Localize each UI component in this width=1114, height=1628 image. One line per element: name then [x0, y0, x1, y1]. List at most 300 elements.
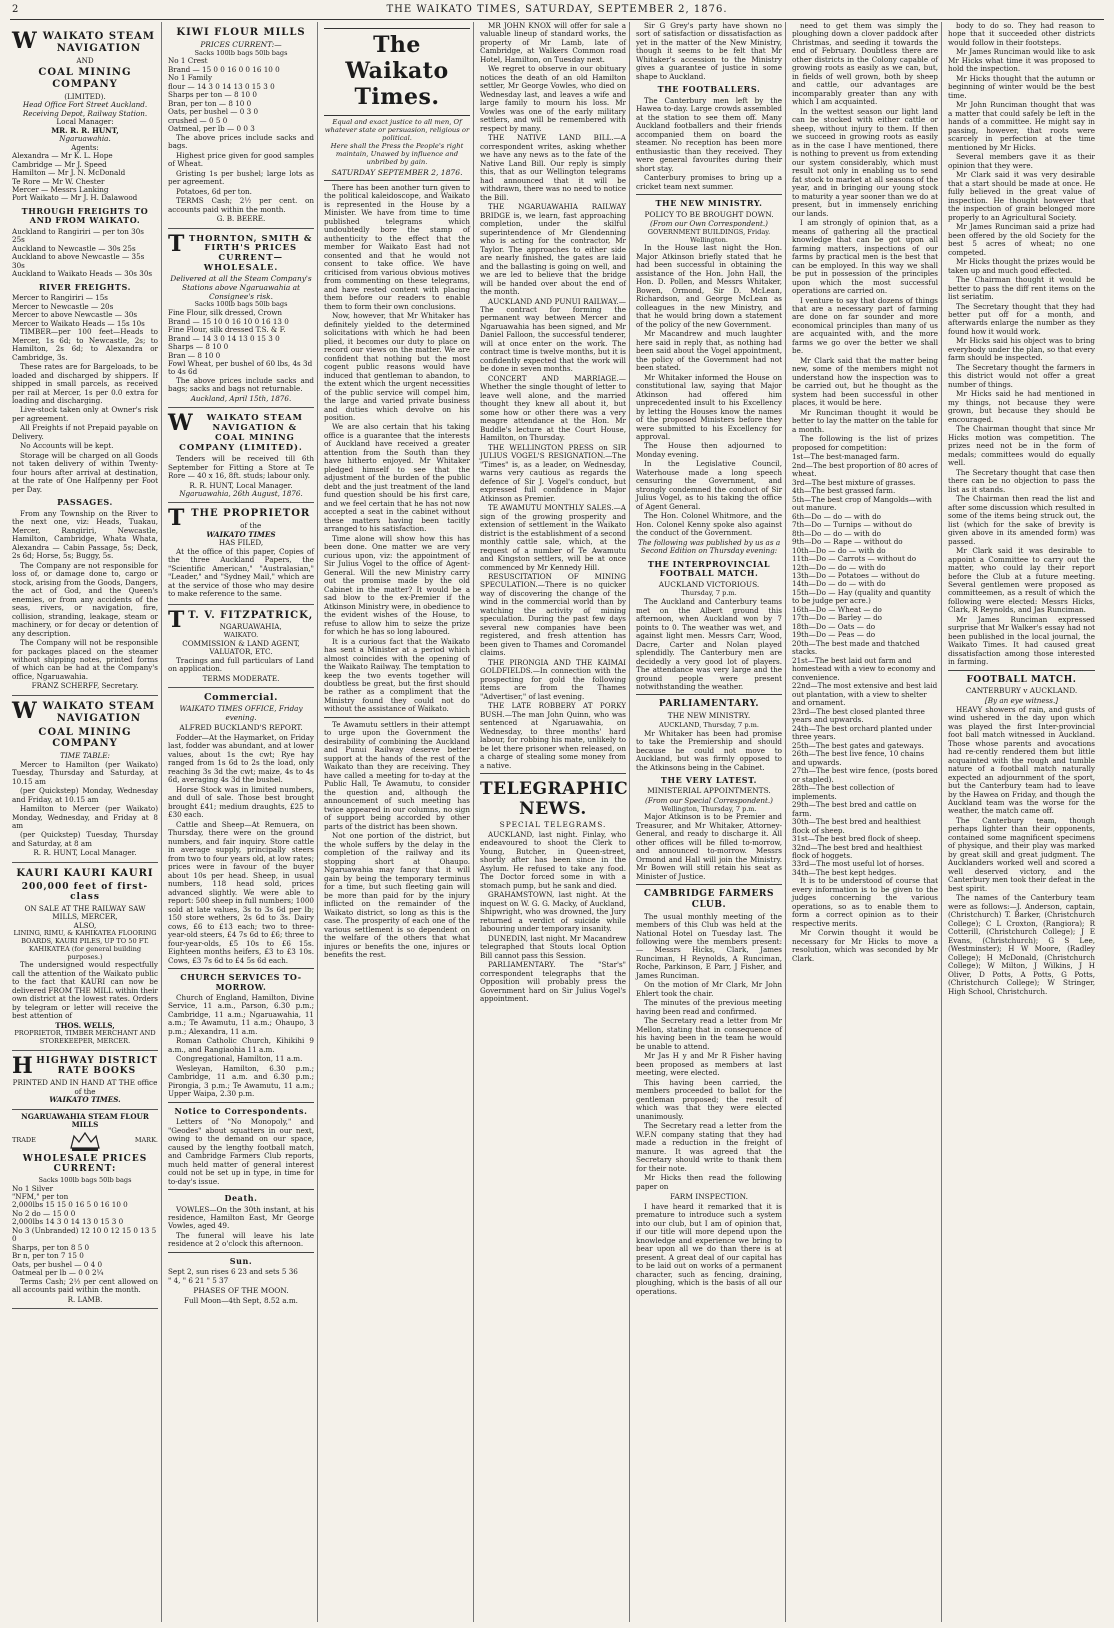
discussion-paragraph: Mr John Runciman thought that was a matter that could safely be left in the hands of a committee. He might say in passing, however, that roots were scarcely in perfection at the time mentioned by Mr Hicks. — [948, 100, 1095, 152]
mill-title: NGARUAWAHIA STEAM FLOUR MILLS — [21, 1111, 149, 1130]
ministry-paragraph: Mr Macandrew and much laughter here said in reply that, as nothing had been said about the Vogel appointment, the policy of the Government had not been stated. — [636, 329, 782, 373]
agent-line: Mercer — Messrs Lanking — [12, 185, 109, 194]
news-paragraph: MR JOHN KNOX will offer for sale a valuable lineup of standard works, the property of Mr Lamb, late of Cambridge, at Walkers Common road Hotel, Hamilton, on Tuesday next. — [480, 22, 626, 64]
steam-title: WAIKATO STEAM NAVIGATION — [42, 31, 155, 54]
wholesale-line: 2,000lbs 14 3 0 14 13 0 15 3 0 — [12, 1217, 124, 1227]
crop-row: 29th—The best bred and cattle on farm. — [792, 800, 917, 818]
buckland-title: ALFRED BUCKLAND'S REPORT. — [179, 723, 303, 733]
thornton-note: The above prices include sacks and bags; sacks and bags not returnable. — [168, 375, 314, 394]
crop-row: 19th—Do — Peas — do — [792, 630, 876, 640]
freight-line: Auckland to Newcastle — 30s 25s — [12, 243, 136, 253]
mark-label: MARK. — [134, 1135, 158, 1144]
crop-row: 13th—Do — Potatoes — without do — [792, 571, 920, 580]
thornton-line: Brand — 14 3 0 14 13 0 15 3 0 — [168, 333, 280, 343]
wholesale-title: WHOLESALE PRICES CURRENT: — [22, 1153, 148, 1175]
cfc-paragraph: Mr Hicks then read the following paper on — [636, 1173, 782, 1191]
wsn-date: Ngaruawahia, 26th August, 1876. — [179, 488, 303, 498]
crop-row: 27th—The best wire fence, (posts bored or stapled). — [792, 766, 938, 784]
after-paragraph: Mr Corwin thought it would be necessary for Mr Hicks to move a resolution, which was seconded by Mr Clark. — [792, 928, 938, 963]
commercial-dateline: WAIKATO TIMES OFFICE, Friday evening. — [179, 704, 303, 722]
parl-text: Mr Whitaker has been had promise to take the Premiership and should because he could not move to Auckland, but was firmly opposed to the Atkinsons being in the Cabinet. — [636, 728, 782, 772]
telegram-paragraph: GRAHAMSTOWN, last night. At the inquest on W. G. G. Macky, of Auckland, Shipwright, who was drowned, the Jury returned a verdict of suicide while labouring under temporary insanity. — [480, 890, 626, 934]
kiwi-line: Bran, per ton — 8 10 0 — [168, 98, 252, 108]
flour-mill-ad — [12, 1110, 158, 1310]
column-1 — [10, 22, 162, 1622]
proprietor-title: THE PROPRIETOR — [191, 508, 311, 520]
news-paragraph: THE LATE ROBBERY AT PORKY BUSH.—The man John Quinn, who was sentenced at Ngaruawahia, on Wednesday, to three months' hard labour, for robbing his mate, unlikely to be let there prisoner when released, on a charge of stealing some money from a native. — [480, 701, 626, 770]
ministry-paragraph: The Hon. Colonel Whitmore, and the Hon. Colonel Kenny spoke also against the conduct of the Government. — [636, 511, 782, 538]
thornton-line: Sharps — 8 10 0 — [168, 342, 229, 352]
kauri-sale: ON SALE AT THE RAILWAY SAW MILLS, MERCER, — [24, 903, 146, 922]
crop-row: 12th—Do — do — with do — [792, 562, 886, 572]
editorial-paragraph: It is a curious fact that the Waikato has sent a Minister at a period which almost coincides with the opening of the Waikato Railway. The temptation to keep the two events together will doubtless be great, but the first should be rather as a compliment that the Ministry found they could not do without the assistance of Waikato. — [324, 636, 470, 714]
running-head-title: THE WAIKATO TIMES, SATURDAY, SEPTEMBER 2, 1876. — [386, 4, 728, 15]
kiwi-sign: G. B. BEERE. — [216, 214, 266, 224]
thornton-ad — [168, 229, 314, 409]
moon-title: PHASES OF THE MOON. — [193, 1286, 289, 1296]
special-telegrams-title: SPECIAL TELEGRAMS. — [499, 820, 607, 830]
tt-line: Mercer to Hamilton (per Waikato) Tuesday, Thursday and Saturday, at 10.15 am — [12, 759, 158, 786]
mill-sign: R. LAMB. — [67, 1294, 103, 1304]
telegram-paragraph: AUCKLAND, last night. Finlay, who endeavoured to shoot the Clerk to Young, Butcher, in Queen-street, shortly after has been since in the Asylum. He refused to take any food. The Doctor forced some in with a stomach pump, but he sank and died. — [480, 829, 626, 890]
proprietor-text: At the office of this paper, Copies of the three Auckland Papers, the "Scientific American," "Australasian," "Leader," and "Sydney Mail," which are at the service of those who may desire to make reference to the same. — [168, 546, 314, 599]
crop-row: 7th—Do — Turnips — without do — [792, 520, 912, 530]
steam2-title: WAIKATO STEAM NAVIGATION — [42, 700, 155, 724]
ministry-paragraph: In the House last night the Hon. Major Atkinson briefly stated that he had been successful in obtaining the assistance of the Hon. John Hall, the Hon. D. Pollen, and Messrs Whitaker, Bowen, Ormond, Sir D. McLean, Richardson, and George McLean as colleagues in the new Ministry, and that he would bring down a statement of the policy of the new Government. — [636, 243, 782, 329]
footballers-text: The Canterbury men left by the Hawea to-day. Large crowds assembled at the station to see them off. Many Auckland footballers and their friends accompanied them on board the steamer. No reception has been more enthusiastic than they received. They were general favourites during their short stay. — [636, 95, 782, 173]
crop-row: 23rd—The best closed planted three years and upwards. — [792, 706, 925, 725]
highway-title: HIGHWAY DISTRICT RATE BOOKS — [36, 1055, 158, 1077]
football-corr: [By an eye witness.] — [984, 696, 1059, 706]
trademark-row — [12, 1130, 158, 1152]
latest-title: THE VERY LATEST. — [660, 775, 758, 786]
divider — [948, 670, 1095, 671]
dropcap: T — [168, 505, 186, 532]
fitz-place-2: WAIKATO. — [223, 630, 259, 639]
ministry-paragraph: In the Legislative Council, Waterhouse made a long speech censuring the Government, and strongly condemned the conduct of Sir Julius Vogel, as to his taking the office of Agent General. — [636, 459, 782, 511]
timetable-ad — [12, 696, 158, 863]
kiwi-note-2: Highest price given for good samples of Wheat. — [168, 150, 314, 169]
no-accounts-note: No Accounts will be kept. — [20, 441, 114, 451]
editorial-paragraph: Time alone will show how this has been done. One matter we are very curious upon, viz: the appointment of Sir Julius Vogel to the office of Agent-General. Will the new Ministry carry out the promise made by the old Cabinet in the matter? It would be a sad blow to the ex-Premier if the Atkinson Ministry were, in obedience to the evident wishes of the House, to refuse to allow him to seize the prize for which he has so long laboured. — [324, 533, 470, 637]
divider — [636, 884, 782, 885]
column-5 — [634, 22, 786, 1622]
oats-line: Oats, per bushel — 0 4 0 — [12, 1259, 103, 1269]
proprietor-paper: WAIKATO TIMES — [206, 529, 276, 539]
farm-paragraph: need to get them was simply the ploughing down a clover paddock after Christmas, and seeding it towards the end of February. Doubtless there are other districts in the Colony capable of growing roots as easily as we can, but, in fields of well grown, both by sheep and cattle, our advantages are incomparably greater than any with which I am acquainted. — [792, 22, 938, 107]
football-paragraph: The names of the Canterbury team were as follows:—J. Anderson, captain, (Christchurch) T. Barker, (Christchurch College); C L Croxton, (Rangiora); R Cotterill, (Christchurch College); J E Evans, (Christchurch); G S Lee, (Westminster); H W Moore, (Radley College); H McDonald, (Christchurch College); W Milton, J Wilkins, J H Oliver, D Potts, A Potts, G Potts, (Christchurch College); W Stringer, High School, Christchurch. — [948, 893, 1095, 996]
passages-text: From any Township on the River to the next one, viz: Heads, Tuakau, Mercer, Rangiriri, Newcastle, Hamilton, Cambridge, Whata Whata, Alexandra — Cabin Passage, 5s; Deck, 2s 6d; Horse, 5s; Buggy, 5s. — [12, 508, 158, 561]
sun-title: Sun. — [229, 1255, 253, 1266]
discussion-paragraph: The Chairman thought it would be better to pass the diff rent items on the list seriatim. — [948, 275, 1095, 302]
divider — [168, 1102, 314, 1103]
farm-paragraph: I am strongly of opinion that, as a means of gathering all the practical knowledge that can be got upon all farming matters, inspections of our farms by practical men is the best that can be employed. In this way we shall be put in possession of the principles upon which the most successful operations are carried on. — [792, 218, 938, 296]
prize-intro: The following is the list of prizes proposed for competition: — [792, 434, 938, 452]
agent-line: Cambridge — Mr J. Speed — [12, 159, 107, 169]
discussion-paragraph: The Secretary thought that case then there can be no objection to pass the list as it stands. — [948, 467, 1095, 494]
column-7 — [946, 22, 1098, 1622]
telegram-paragraph: PARLIAMENTARY. The "Star's" correspondent telegraphs that the Opposition will probably press the Government hard on Sir Julius Vogel's appointment. — [480, 960, 626, 1004]
kiwi-line: No 1 Crest — [168, 56, 208, 66]
telegraphic-news-title: TELEGRAPHIC NEWS. — [480, 779, 629, 820]
page-number: 2 — [12, 4, 20, 15]
steam-nav-ad — [12, 22, 158, 696]
kiwi-line: Sharps per ton — 8 10 0 — [168, 90, 257, 100]
passages-title: PASSAGES. — [57, 497, 113, 508]
cfc-paragraph: The Secretary read a letter from the W.F.N company stating that they had made a reduction in the freight of manure. It was agreed that the Secretary should write to thank them for their note. — [636, 1121, 782, 1173]
cfc-paragraph: The usual monthly meeting of the members of this Club was held at the National Hotel on Tuesday last. The following were the members present: — Messrs Hicks, Clark, James Runciman, H Reynolds, A Runciman, Roche, Parkinson, E Parr, J Fisher, and James Runciman. — [636, 911, 782, 980]
divider — [324, 717, 470, 718]
editorial-paragraph: Now, however, that Mr Whitaker has definitely yielded to the determined solicitations with which he had been plied, it becomes our duty to place on record our views on the matter. We are confident that nothing but the most cogent public reasons would have induced that gentleman to abandon, to the extent which the urgent necessities of the public service will compel him, the large and varied private business and duties which devolve on his position. — [324, 311, 470, 422]
kauri-ad — [12, 863, 158, 1051]
fitz-text: Tracings and full particulars of Land on application. — [168, 655, 314, 674]
crop-row: 28th—The best collection of implements. — [792, 783, 895, 801]
auckland-dateline: Thursday, 7 p.m. — [681, 589, 737, 598]
news-paragraph: We regret to observe in our obituary notices the death of an old Hamilton settler, Mr George Vowles, who died on Wednesday last, and leaves a wife and large family to mourn his loss. Mr Vowles was one of the early military settlers, and will be remembered with respect by many. — [480, 64, 626, 133]
auckland-paragraph: The Auckland and Canterbury teams met on the Albert ground this afternoon, when Auckland won by 7 points to 0. The weather was wet, and against light men. Messrs Carr, Wood, Dacre, Carter and Nolan played splendidly. The Canterbury men are decidedly a very good lot of players. The attendance was very large and the ground people were present notwithstanding the weather. — [636, 597, 782, 691]
intro-paragraph: Sir G Grey's party have shown no sort of satisfaction or dissatisfaction as yet in the matter of the New Ministry, though it seems to be felt that Mr Whitaker's accession to the Ministry gives a guarantee of justice in some shape to Auckland. — [636, 22, 782, 81]
discussion-paragraph: Mr James Runciman expressed surprise that Mr Walker's essay had not been published in the local journal, the Waikato Times. It had caused great dissatisfaction among those interested in farming. — [948, 614, 1095, 667]
receiving-depot: Receiving Depot, Railway Station. — [22, 108, 148, 118]
ministerial-title: MINISTERIAL APPOINTMENTS. — [647, 786, 771, 796]
crop-row: 21st—The best laid out farm and homestead with a view to economy and convenience. — [792, 655, 936, 682]
auckland-victorious: AUCKLAND VICTORIOUS. — [658, 579, 760, 589]
buckland-text-3: Cattle and Sheep—At Remuera, on Thursday, there were on the ground numbers, and fair inquiry. Store cattle in average supply, principally steers from two to four years old, at low rates; prices were in favour of the buyer about 10s per head. Sheep, in usual numbers, 118 head sold, prices advanced slightly. We were able to report: 500 sheep in full numbers; 1000 sold at late values, 3s to 3s 6d per lb; 150 store wethers, 2s 6d to 3s. Dairy cows, £6 to £13 each; two to three-year-old steers, £4 7s 6d to £6; three to four-year-olds, £5 10s to £6 15s. Eighteen months heifers, £3 to £3 10s. Cows, £3 7s 6d to £4 5s 6d each. — [168, 819, 314, 965]
freight-line: Auckland to above Newcastle — 35s 30s — [12, 252, 145, 270]
kauri-text: The undersigned would respectfully call the attention of the Waikato public to the fact that KAURI can now be delivered FROM THE MILL within their own district at the lowest rates. Orders by telegram or letter will receive the best attention of — [12, 960, 158, 1021]
cfc-paragraph: The minutes of the previous meeting having been read and confirmed. — [636, 998, 782, 1016]
discussion-paragraph: Mr Clark said it was desirable to appoint a Committee to carry out the matter, who could lay their report before the Club at a future meeting. Several gentlemen were proposed as committeemen, as a result of which the following were elected: Messrs Hicks, Clark, R Reynolds, and Jas Runciman. — [948, 546, 1095, 615]
crop-row: 25th—The best gates and gateways. — [792, 740, 924, 750]
secretary-sign: FRANZ SCHERFF, Secretary. — [31, 681, 139, 691]
crop-row: 30th—The best bred and healthiest flock of sheep. — [792, 817, 921, 835]
company-note-2: The Company will not be responsible for packages placed on the steamer without shipping notes, printed forms of which can be had at the Company's office, Ngaruawahia. — [12, 638, 158, 681]
crop-row: 6th—Do — do — with do — [792, 511, 881, 521]
cfc-paragraph: This having been carried, the members proceeded to ballot for the gentleman proposed; the result of which was that they were elected unanimously. — [636, 1077, 782, 1121]
farm-paragraph: Mr Clark said that the matter being new, some of the members might not understand how the inspection was to be carried out, but he thought as the system had been successful in other places, it would be here. — [792, 355, 938, 408]
river-line: Mercer to Waikato Heads — 15s 10s — [12, 318, 145, 328]
manager-name: MR. R. R. HUNT, — [51, 125, 119, 135]
farm-text: I have heard it remarked that it is premature to introduce such a system into our club, but I am of opinion that, if our title will more depend upon the knowledge and experience we bring to bear upon all we do than there is at present. A great deal of our capital has to be laid out on works of a permanent character, such as fencing, draining, ploughing, which is the basis of all our operations. — [636, 1201, 782, 1296]
crop-row: 34th—The best kept hedges. — [792, 867, 897, 877]
after-paragraph: It is to be understood of course that every information is to be given to the judges concerning the various operations, so as to enable them to form a correct opinion as to their respective merits. — [792, 876, 938, 928]
editorial-paragraph: Te Awamutu settlers in their attempt to urge upon the Government the desirability of combining the Auckland and Punui Railway deserve better support at the hands of the rest of the Waikato than they are receiving. They have called a meeting for to-day at the Public Hall, Te Awamutu, to consider the question and, although the announcement of such meeting has twice appeared in our columns, no sign of support being accorded by other parts of the district has been shown. — [324, 719, 470, 831]
church-text-4: Wesleyan, Hamilton, 6.30 p.m.; Cambridge, 11 a.m. and 6.30 p.m.; Pirongia, 3 p.m.; Te Awamutu, 11 a.m.; Upper Waipa, 2.30 p.m. — [168, 1063, 314, 1099]
trade-label: TRADE — [12, 1135, 36, 1144]
wsn-tender-ad — [168, 408, 314, 503]
fitz-terms: TERMS MODERATE. — [202, 673, 280, 683]
ministry-note: The following was published by us as a Second Edition on Thursday evening: — [637, 537, 781, 556]
kiwi-note-3: Gristing 1s per bushel; large lots as per agreement. — [168, 168, 314, 187]
fitzpatrick-ad — [168, 605, 314, 688]
news-paragraph: RESUSCITATION OF MINING SPECULATION.—There is no quicker way of discovering the change of the wind in the commercial world than by watching the activity of mining speculation. During the past few days several new companies have been registered, and fresh attention has been given to Thames and Coromandel claims. — [480, 572, 626, 658]
dropcap: W — [168, 410, 194, 437]
wholesale-line: Br n, per ton 7 15 0 — [12, 1251, 84, 1261]
ministry-corr: (From our Own Correspondent.) — [650, 219, 768, 229]
parl-sub: THE NEW MINISTRY. — [667, 711, 751, 721]
column-4 — [478, 22, 630, 1622]
prize-item: 2nd—The best proportion of 80 acres of wheat. — [792, 460, 938, 479]
news-paragraph: THE NATIVE LAND BILL.—A correspondent writes, asking whether we have any news as to the fate of the Native Land Bill. Our reply is simply this, that as our Wellington telegrams had announced that it will be withdrawn, there was no need to notice the Bill. — [480, 133, 626, 202]
news-paragraph: THE WELLINGTON PRESS on SIR JULIUS VOGEL'S RESIGNATION.—The "Times" is, as a leader, on Wednesday, warns very cautious as regards the defence of Sir J. Vogel's conduct, but expressed full confidence in Major Atkinson as Premier. — [480, 442, 626, 503]
ministerial-text: Major Atkinson is to be Premier and Treasurer, and Mr Whitaker, Attorney-General, and ready to discharge it. All other offices will be filled to-morrow, and announced to-morrow. Messrs Ormond and Hall will join the Ministry. Mr Bowen will still retain his seat as Minister of Justice. — [636, 812, 782, 881]
crop-row: 8th—Do — do — with do — [792, 528, 881, 538]
kiwi-note-4: Potatoes, 6d per ton. — [176, 186, 252, 196]
divider — [168, 1252, 314, 1253]
fitz-roles: COMMISSION & LAND AGENT, VALUATOR, ETC. — [182, 638, 300, 657]
death-title: Death. — [224, 1193, 258, 1204]
tt-signoff: R. R. HUNT, Local Manager. — [33, 848, 137, 858]
dropcap: W — [12, 28, 38, 54]
wsn-sign: R. R. HUNT, Local Manager. — [189, 480, 293, 490]
farm-title: FARM INSPECTION. — [669, 1192, 749, 1202]
football-paragraph: The Canterbury team, though perhaps lighter than their opponents, contained some magnificent specimens of physique, and their play was marked by great skill and great judgment. The Aucklanders worked well and scored a well deserved victory, and the Canterbury men took their defeat in the best spirit. — [948, 815, 1095, 893]
kiwi-note-5: TERMS Cash; 2½ per cent. on accounts paid within the month. — [168, 196, 314, 214]
discussion-paragraph: Mr Hicks thought the prizes would be taken up and much good effected. — [948, 257, 1095, 275]
head-office: Head Office Fort Street Auckland. — [22, 100, 148, 110]
discussion-paragraph: Mr James Runciman said a prize had been offered by the old Society for the best 5 acres of wheat; no one competed. — [948, 222, 1095, 257]
editorial-paragraph: Not one portion of the district, but the whole suffers by the delay in the completion of the railway and its stopping short at Ohaupo. Ngaruawahia may fancy that it will gain by being the temporary terminus for a time, but such fleeting gain will be more than paid for by the injury inflicted on the remainder of the Waikato district, so long as this is the case. The prosperity of each one of the various settlement is so dependent on the welfare of the others that what injures or benefits the one, injures or benefits the rest. — [324, 831, 470, 960]
highway-paper: WAIKATO TIMES. — [49, 1095, 121, 1105]
kiwi-line: No 1 Family — [168, 73, 213, 83]
timber-note: TIMBER—per 100 feet—Heads to Mercer, 1s 6d; to Newcastle, 2s; to Hamilton, 2s 6d; to Alexandra or Cambridge, 3s. — [12, 327, 158, 362]
sun-text: Sept 2, sun rises 6 23 and sets 5 36 — [168, 1267, 298, 1277]
thornton-line: Brand — 15 10 0 16 10 0 16 13 0 — [168, 316, 289, 326]
footballers-text-2: Canterbury promises to bring up a cricket team next summer. — [636, 173, 782, 191]
time-table-label: TIME TABLE: — [60, 751, 110, 761]
cfc-paragraph: The Secretary read a letter from Mr Mellon, stating that in consequence of his having been in the team he would be unable to attend. — [636, 1016, 782, 1051]
masthead: The Waikato Times. — [324, 28, 470, 116]
river-line: Mercer to Rangiriri — 15s — [12, 293, 108, 303]
ministry-sub: POLICY TO BE BROUGHT DOWN. — [644, 209, 774, 219]
river-line: Mercer to Newcastle — 20s — [12, 301, 114, 311]
dropcap: T — [168, 230, 186, 257]
column-6 — [790, 22, 942, 1622]
death-text: VOWLES—On the 30th instant, at his residence, Hamilton East, Mr George Vowles, aged 49. — [168, 1204, 314, 1231]
thornton-line: Bran — 8 10 0 — [168, 350, 221, 360]
crop-row: 24th—The best orchard planted under three years. — [792, 723, 932, 742]
discussion-paragraph: The Secretary thought the farmers in this district would not offer a great number of things. — [948, 362, 1095, 389]
divider — [480, 773, 626, 774]
wholesale-line: Sharps, per ton 8 5 0 — [12, 1242, 90, 1252]
crop-row: 26th—The best live fence, 10 chains and upwards. — [792, 749, 925, 767]
edition-date: SATURDAY SEPTEMBER 2, 1876. — [324, 169, 470, 181]
local-manager-label: Local Manager: — [56, 117, 114, 127]
column-2 — [166, 22, 318, 1622]
discussion-paragraph: The Secretary thought that they had better put off for a month, and afterwards enlarge the number as they found how it would work. — [948, 301, 1095, 336]
crop-row: 10th—Do — do — with do — [792, 545, 886, 555]
prize-item: 3rd—The best mixture of grasses. — [792, 477, 916, 487]
discussion-paragraph: The Chairman then read the list and after some discussion which resulted in some of the items being struck out, the list (which for the sake of brevity is given above in its amended form) was passed. — [948, 494, 1095, 546]
top-rule — [10, 19, 1104, 20]
parl-title: PARLIAMENTARY. — [658, 699, 760, 710]
company-note: The Company are not responsible for loss of, or damage done to, cargo or stock, arising from the Goods, Dangers, the act of God, and the Queen's enemies, or from any accidents of the seas, rivers, or navigation, fire, collision, stranding, leakage, steam or machinery, or for decay or detention of any description. — [12, 560, 158, 638]
kiwi-line: crushed — 0 5 0 — [168, 115, 228, 125]
kauri-items: LINING, RIMU, & KAHIKATEA FLOORING BOARDS, KAURI PILES, UP TO 50 FT. KAHIKATEA (for general building purposes.) — [13, 929, 157, 961]
church-text: Church of England, Hamilton, Divine Service, 11 a.m., Parson, 6.30 p.m.; Cambridge, 11 a.m.; Ngaruawahia, 11 a.m.; Te Awamutu, 11 a.m.; Ohaupo, 3 p.m.; Alexandra, 11 a.m. — [168, 992, 314, 1036]
proprietor-of: of the — [240, 521, 262, 531]
tt-line: Hamilton to Mercer (per Waikato) Monday, Wednesday, and Friday at 8 am — [12, 804, 158, 830]
prize-item: 4th—The best grassed farm. — [792, 486, 896, 496]
dropcap: T — [168, 606, 186, 633]
divider — [168, 968, 314, 969]
kiwi-prices: PRICES CURRENT:— — [200, 39, 282, 49]
agent-line: Alexandra — Mr K. L. Hope — [12, 151, 113, 161]
editorial-paragraph: There has been another turn given to the political kaleidoscope, and Waikato is represented in the House by a Minister. We have from time to time published telegrams which undoubtedly bore the stamp of authenticity to the effect that the member for Waikato East had not consented and that he would not consent to take office. We have criticised from various obvious motives from commenting on these telegrams, and have rested content with placing them before our readers to enable them to form their own conclusions. — [324, 182, 470, 311]
wholesale-line: "NFM," per ton — [12, 1191, 69, 1201]
kauri-qty: 200,000 feet of first-class — [21, 881, 149, 903]
divider — [636, 194, 782, 195]
death-text-2: The funeral will leave his late residence at 2 o'clock this afternoon. — [168, 1230, 314, 1249]
wsn-title: WAIKATO STEAM NAVIGATION & COAL MINING COMPANY (LIMITED). — [179, 412, 303, 453]
freight-prepaid-note: All Freights if not Prepaid payable on Delivery. — [12, 423, 158, 441]
news-paragraph: CONCERT AND MARRIAGE.—Whether the single thought of letter to leave well alone, and the married thought they knew all about it, but some how or other there was a very meagre attendance at the Hon. Mr Buddle's lecture at the Court House, Hamilton, on Thursday. — [480, 373, 626, 443]
live-stock-note: Live-stock taken only at Owner's risk per agreement. — [12, 405, 158, 423]
ministry-title: THE NEW MINISTRY. — [655, 198, 763, 209]
thornton-line: Fowl Wheat, per bushel of 60 lbs, 4s 3d to 4s 6d — [168, 359, 313, 377]
sun-text-2: " 4, " 6 21 " 5 37 — [168, 1275, 229, 1285]
discussion-paragraph: Mr Hicks said he had mentioned in my things, not because they were grown, but because they should be encouraged. — [948, 389, 1095, 424]
ministerial-corr: (From our Special Correspondent.) — [645, 796, 773, 806]
crop-row: 14th—Do — do — with do — [792, 579, 886, 589]
steam-and: AND — [76, 55, 94, 65]
crop-row: 33rd—The most useful lot of horses. — [792, 859, 925, 869]
discussion-paragraph: Several members gave it as their opinion that they were. — [948, 152, 1095, 170]
news-paragraph: TE AWAMUTU MONTHLY SALES.—A sign of the growing prosperity and extension of settlement in the Waikato district is the establishment of a second monthly cattle sale, which, at the request of a number of Te Awamutu and Kingston settlers, will be at once commenced by Mr Kennedy Hill. — [480, 503, 626, 572]
ministry-paragraph: Mr Whitaker informed the House on constitutional law, saying that Major Atkinson had offered him unprecedented insult to his Excellency by letting the Houses know the names of the proposed Ministers before they were submitted to his Excellency for approval. — [636, 372, 782, 441]
telegram-paragraph: DUNEDIN, last night. Mr Macandrew telegraphed that Stouts local Option Bill cannot pass this Session. — [480, 933, 626, 960]
thornton-line: Fine Flour, silk dressed, Crown — [168, 308, 282, 318]
kiwi-ad — [168, 22, 314, 229]
manager-place: Ngaruawahia. — [59, 134, 111, 144]
fitz-place: NGARUAWAHIA, — [219, 622, 282, 632]
river-line: Mercer to above Newcastle — 30s — [12, 310, 138, 320]
wholesale-head: Sacks 100lb bags 50lb bags — [38, 1175, 132, 1184]
discussion-paragraph: Mr Hicks said his object was to bring everybody under the plan, so that every farm should be inspected. — [948, 336, 1095, 363]
crop-row: 20th—The best made and thatched stacks. — [792, 638, 920, 657]
farm-paragraph: I venture to say that dozens of things that are a necessary part of farming are done on far sounder and more economical principles than many of us are acquainted with, and the more farms we go over the better we shall be. — [792, 295, 938, 356]
running-head — [0, 4, 1114, 18]
kiwi-line: Oatmeal, per lb — 0 0 3 — [168, 124, 255, 134]
football-sub: CANTERBURY v AUCKLAND. — [965, 686, 1078, 696]
kauri-title: KAURI KAURI KAURI — [16, 867, 154, 879]
ministerial-dateline: Wellington, Thursday, 7 p.m. — [661, 804, 757, 813]
crop-row: 18th—Do — Oats — do — [792, 621, 876, 631]
farm-paragraph: Mr Runciman thought it would be better to lay the matter on the table for a month. — [792, 407, 938, 434]
buckland-text: Fodder—At the Haymarket, on Friday last, fodder was abundant, and at lower values, about 1s the cwt; Rye hay ranged from 1s 6d to 2s the load, only reaching 3s 3d the cwt; maize, 4s to 4s 6d, averaging 4s 3d the bushel. — [168, 733, 314, 785]
kiwi-line: flour — 14 3 0 14 13 0 15 3 0 — [168, 81, 275, 91]
thornton-line: Fine Flour, silk dressed T.S. & F. — [168, 325, 286, 335]
dropcap: W — [12, 697, 38, 724]
dropcap: H — [12, 1052, 34, 1079]
rates-note: These rates are for Bargeloads, to be loaded and discharged by shippers. If shipped in small parcels, as received per rail at Mercer, 1s per 0.0 extra for loading and discharging. — [12, 362, 158, 405]
proprietor-filed: HAS FILED, — [218, 538, 264, 548]
divider — [168, 1189, 314, 1190]
crop-row: 16th—Do — Wheat — do — [792, 604, 882, 614]
cfc-title: CAMBRIDGE FARMERS CLUB. — [643, 889, 775, 910]
discussion-paragraph: Mr James Runciman would like to ask Mr Hicks what time it was proposed to hold the inspection. — [948, 47, 1095, 74]
kauri-also: ALSO, — [73, 920, 97, 930]
kauri-sign-2: PROPRIETOR, TIMBER MERCHANT AND STOREKEEPER, MERCER. — [14, 1029, 156, 1046]
notice-title: Notice to Correspondents. — [174, 1105, 308, 1116]
wholesale-line: No 2 do — 15 0 0 — [12, 1208, 76, 1218]
crown-trademark-icon — [68, 1130, 102, 1152]
kiwi-note: The above prices include sacks and bags. — [168, 132, 314, 151]
discussion-paragraph: Mr Clark said it was very desirable that a start should be made at once. He fully believed in the great value of inspection. He thought however that the inspection of grain belonged more properly to an Agricultural Society. — [948, 170, 1095, 222]
church-text-2: Roman Catholic Church, Kihikihi 9 a.m., and Rangiaohia 11 a.m. — [168, 1036, 314, 1054]
river-title: RIVER FREIGHTS. — [39, 281, 131, 292]
steam2-coal: COAL MINING COMPANY — [38, 726, 132, 750]
limited: (LIMITED). — [64, 91, 106, 101]
crop-row: 22nd—The most extensive and best laid out plantation, with a view to shelter and ornament. — [792, 681, 938, 708]
wholesale-line: No 3 (Unbranded) 12 10 0 12 15 0 13 5 0 — [12, 1225, 157, 1244]
thornton-title: THORNTON, SMITH & FIRTH'S PRICES CURRENT—WHOLESALE. — [188, 232, 313, 273]
parl-dateline: AUCKLAND, Thursday, 7 p.m. — [658, 720, 760, 729]
storage-note: Storage will be charged on all Goods not taken delivery of within Twenty-four hours after arrival at destination, at the rate of One Halfpenny per Foot per Day. — [12, 450, 158, 494]
interprov-title: THE INTERPROVINCIAL FOOTBALL MATCH. — [647, 558, 771, 579]
crop-row: 9th—Do — Rape — without do — [792, 537, 903, 547]
notice-text: Letters of "No Monopoly," and "Geodes" about squatters in our next, owing to the demand on our space, caused by the lengthy football match, and Cambridge Farmers Club reports, much held matter of general interest could not be set up in type, in time for to-day's issue. — [168, 1117, 314, 1186]
freight-line: Auckland to Waikato Heads — 30s 30s — [12, 269, 153, 279]
moon-text: Full Moon—4th Sept, 8.52 a.m. — [184, 1296, 298, 1306]
kiwi-line: Oats, per bushel — 0 3 0 — [168, 107, 259, 117]
wholesale-line: 2,000lbs 15 15 0 16 5 0 16 10 0 — [12, 1200, 128, 1210]
highway-ad — [12, 1051, 158, 1110]
thornton-sub: Delivered at all the Steam Company's Stations above Ngaruawahia at Consignee's risk. — [170, 274, 312, 301]
agent-line: Port Waikato — Mr J. H. Dalawood — [12, 193, 138, 203]
tt-line: (per Quickstep) Monday, Wednesday and Friday, at 10.15 am — [12, 786, 158, 804]
thornton-head: Sacks 100lb bags 50lb bags — [194, 300, 288, 309]
crop-row: 32nd—The best bred and healthiest flock of hoggets. — [792, 842, 923, 860]
terms-line: Terms Cash; 2½ per cent allowed on all accounts paid within the month. — [12, 1276, 158, 1295]
wholesale-line: No 1 Silver — [12, 1183, 54, 1193]
farm-paragraph: In the wettest season our light land can be stocked with either cattle or sheep, without injury to them. If then we succeed in growing roots as easily as in the case I have mentioned, there is nothing to prevent us from extending our system considerably, which must result not only in enabling us to send fat stock to market at all seasons of the year, and in bringing our young stock to maturity a year sooner than we do at present, but in immensely enriching our lands. — [792, 106, 938, 218]
news-paragraph: THE PIRONGIA AND THE KAIMAI GOLDFIELDS.—In connection with the prospecting for gold the following items are from the Thames "Advertiser," of last evening. — [480, 657, 626, 701]
agent-line: Te Rore — Mr W. Chester — [12, 176, 105, 186]
agents-label: Agents: — [71, 142, 99, 152]
fitz-title: T. V. FITZPATRICK, — [188, 609, 314, 621]
tt-line: (per Quickstep) Tuesday, Thursday and Saturday, at 8 am — [12, 830, 158, 848]
crop-row: 15th—Do — Hay (quality and quantity to be judge per acre.) — [792, 587, 931, 606]
kiwi-title: KIWI FLOUR MILLS — [176, 27, 306, 38]
thornton-date: Auckland, April 15th, 1876. — [190, 393, 292, 403]
cfc-paragraph: On the motion of Mr Clark, Mr John Ehlert took the chair. — [636, 980, 782, 998]
commercial-title: Commercial. — [203, 692, 279, 704]
kiwi-line: Brand — 15 0 0 16 0 0 16 10 0 — [168, 64, 280, 74]
ministry-paragraph: The House then adjourned to Monday evening. — [636, 441, 782, 459]
football-paragraph: HEAVY showers of rain, and gusts of wind ushered in the day upon which was played the first Inter-provincial foot ball match witnessed in Auckland. Those whose parents and avocations had re-cently rendered them but little acquainted with the rough and tumble nature of a football match naturally expected an adjournment of the sport, but the Canterbury team had to leave by the Hawea on Friday, and though the Auckland team was the worse for the weather, the match came off. — [948, 704, 1095, 816]
discussion-paragraph: Mr Hicks thought that the autumn or beginning of winter would be the best time. — [948, 73, 1095, 100]
agent-line: Hamilton — Mr J. N. McDonald — [12, 168, 126, 178]
crop-row: 17th—Do — Barley — do — [792, 613, 882, 623]
prize-item: 5th—The best crop of Mangolds—with out manure. — [792, 494, 932, 513]
highway-text: PRINTED AND IN HAND AT THE office of the — [12, 1078, 158, 1096]
church-title: CHURCH SERVICES TO-MORROW. — [180, 972, 302, 992]
ministry-dateline: GOVERNMENT BUILDINGS, Friday. Wellington. — [647, 227, 771, 244]
divider — [636, 694, 782, 695]
crop-row: 11th—Do — Carrots — without do — [792, 554, 917, 564]
oatmeal-line: Oatmeal per lb — 0 0 2¼ — [12, 1268, 104, 1278]
wsn-text: Tenders will be received till 6th September for Fitting a Store at Te Rore — 40 x 16, 8ft. studs; labour only. — [168, 454, 314, 481]
freights-title: THROUGH FREIGHTS TO AND FROM WAIKATO. — [21, 205, 149, 226]
church-text-3: Congregational, Hamilton, 11 a.m. — [176, 1054, 303, 1064]
coal-title: COAL MINING COMPANY — [38, 67, 132, 90]
crop-row: 31st—The best bred flock of sheep. — [792, 834, 921, 844]
masthead-motto: Equal and exact justice to all men, Of whatever state or persuasion, religious or political. — [324, 117, 470, 142]
kauri-sign: THOS. WELLS, — [55, 1020, 115, 1030]
proprietor-ad — [168, 503, 314, 604]
editorial-paragraph: We are also certain that his taking office is a guarantee that the interests of Auckland have received a greater attention from the South than they have hitherto enjoyed. Mr Whitaker pledged himself to see that the adjustment of the burden of the public debt and the just treatment of the land fund question should be his first care, and we feel certain that he has not now accepted a seat in the cabinet without these matters having been tacitly arranged to his satisfaction. — [324, 422, 470, 534]
